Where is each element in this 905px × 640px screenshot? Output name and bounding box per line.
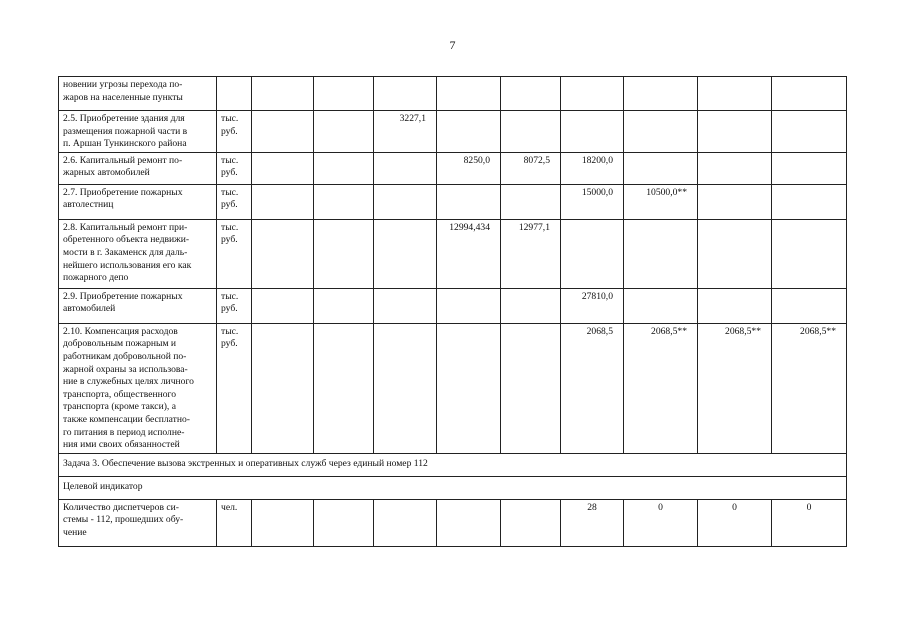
value-cell [252,111,314,153]
program-table [58,76,847,547]
value-cell: 2068,5** [772,323,847,453]
value-cell [772,77,847,111]
table-row [59,323,847,453]
value-cell [624,219,698,288]
row-name-cell: 2.10. Компенсация расходов добровольным пожарным и работникам добровольной по- жарной охраны за использова- ние в служебных целях личного транспорта, общественного транспорта (кроме такси), а также компенсации бесплатно- го питания в период исполне- ния ими своих обязанностей [59,323,217,453]
value-cell [374,219,437,288]
row-name-cell: 2.7. Приобретение пожарных автолестниц [59,184,217,219]
value-cell: 3227,1 [374,111,437,153]
value-cell [437,288,501,323]
value-cell: 27810,0 [561,288,624,323]
value-cell [437,323,501,453]
value-cell [437,499,501,546]
unit-cell: тыс. руб. [217,323,252,453]
value-cell [374,499,437,546]
value-cell [772,152,847,184]
value-cell: 18200,0 [561,152,624,184]
value-cell [314,323,374,453]
value-cell: 2068,5** [698,323,772,453]
value-cell: 0 [772,499,847,546]
value-cell [561,77,624,111]
row-name-cell: новении угрозы перехода по- жаров на населенные пункты [59,77,217,111]
value-cell [698,77,772,111]
page-number: 7 [449,38,456,52]
table-row [59,184,847,219]
table-row [59,476,847,499]
value-cell [698,111,772,153]
value-cell [252,77,314,111]
value-cell [624,77,698,111]
value-cell [698,152,772,184]
value-cell [561,219,624,288]
value-cell [698,288,772,323]
value-cell [252,323,314,453]
value-cell [501,77,561,111]
value-cell [561,111,624,153]
value-cell [314,288,374,323]
value-cell [374,288,437,323]
value-cell [772,111,847,153]
unit-cell: тыс. руб. [217,152,252,184]
value-cell [252,288,314,323]
row-name-cell: 2.8. Капитальный ремонт при- обретенного объекта недвижи- мости в г. Закаменск для даль- нейшего использования его как пожарного депо [59,219,217,288]
unit-cell: тыс. руб. [217,288,252,323]
unit-cell: чел. [217,499,252,546]
row-name-cell: Количество диспетчеров си- стемы - 112, прошедших обу- чение [59,499,217,546]
value-cell [374,184,437,219]
indicator-heading: Целевой индикатор [59,476,847,499]
table-row [59,111,847,153]
value-cell: 12977,1 [501,219,561,288]
value-cell [437,184,501,219]
value-cell [624,152,698,184]
value-cell [772,184,847,219]
value-cell: 15000,0 [561,184,624,219]
value-cell: 0 [698,499,772,546]
row-name-cell: 2.6. Капитальный ремонт по- жарных автомобилей [59,152,217,184]
value-cell [314,499,374,546]
value-cell: 28 [561,499,624,546]
table-row [59,152,847,184]
value-cell [698,219,772,288]
table-body [59,77,847,547]
value-cell [624,288,698,323]
value-cell [252,184,314,219]
value-cell [374,77,437,111]
unit-cell [217,77,252,111]
table-row [59,219,847,288]
unit-cell: тыс. руб. [217,219,252,288]
value-cell [501,184,561,219]
value-cell [698,184,772,219]
task-3-heading: Задача 3. Обеспечение вызова экстренных и оперативных служб через единый номер 112 [59,453,847,476]
table-row [59,453,847,476]
value-cell [314,77,374,111]
value-cell [772,219,847,288]
value-cell: 8072,5 [501,152,561,184]
table-row [59,499,847,546]
value-cell [252,219,314,288]
value-cell [252,499,314,546]
value-cell: 2068,5 [561,323,624,453]
value-cell [437,111,501,153]
value-cell [314,152,374,184]
value-cell [314,111,374,153]
value-cell: 10500,0** [624,184,698,219]
value-cell [772,288,847,323]
value-cell: 12994,434 [437,219,501,288]
value-cell [252,152,314,184]
value-cell [374,152,437,184]
value-cell [501,323,561,453]
value-cell: 0 [624,499,698,546]
value-cell [501,288,561,323]
unit-cell: тыс. руб. [217,111,252,153]
value-cell [501,499,561,546]
value-cell [314,184,374,219]
value-cell [374,323,437,453]
table-row [59,77,847,111]
value-cell: 8250,0 [437,152,501,184]
unit-cell: тыс. руб. [217,184,252,219]
table-row [59,288,847,323]
row-name-cell: 2.5. Приобретение здания для размещения пожарной части в п. Аршан Тункинского района [59,111,217,153]
value-cell [314,219,374,288]
value-cell [624,111,698,153]
value-cell [437,77,501,111]
value-cell: 2068,5** [624,323,698,453]
row-name-cell: 2.9. Приобретение пожарных автомобилей [59,288,217,323]
value-cell [501,111,561,153]
